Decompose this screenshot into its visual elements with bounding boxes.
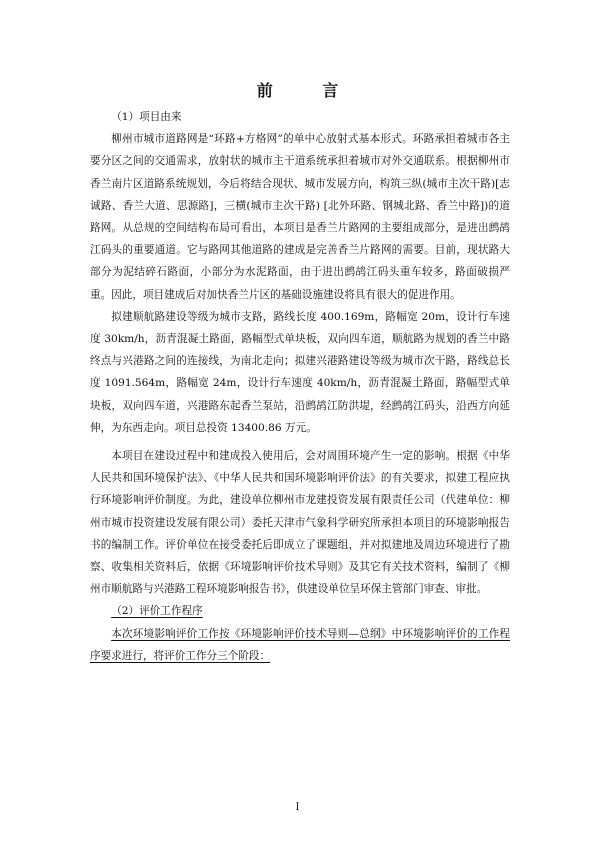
document-body xyxy=(90,106,510,667)
paragraph-road-specs: 拟建顺航路建设等级为城市支路，路线长度 400.169m，路幅宽 20m，设计行车速度 30km/h，沥青混凝土路面，路幅型式单块板，双向四车道，顺航路为规划的香兰中路终点与兴港路之间的连接线，为南北走向；拟建兴港路建设等级为城市次干路，路线总长度 1091.564m，路幅宽 24m，设计行车速度 40km/h，沥青混凝土路面，路幅型式单块板，双向四车道，兴港路东起香兰泵站，沿鹧鸪江防洪堤，经鹧鸪江码头，沿西方向延伸，为东西走向。项目总投资 13400.86 万元。 xyxy=(90,310,510,434)
section-heading-assessment-procedure xyxy=(90,600,510,622)
paragraph-procedure: 本次环境影响评价工作按《环境影响评价技术导则—总纲》中环境影响评价的工作程序要求进行，将评价工作分三个阶段： xyxy=(90,627,510,662)
section-heading-project-origin: （1）项目由来 xyxy=(111,111,182,123)
paragraph-road-network: 柳州市城市道路网是“环路+方格网”的单中心放射式基本形式。环路承担着城市各主要分区之间的交通需求，放射状的城市主干道系统承担着城市对外交通联系。根据柳州市香兰南片区道路系统规划，今后将结合现状、城市发展方向，构筑三纵(城市主次干路)[志诚路、香兰大道、思源路]，三横(城市主次干路) [北外环路、钢城北路、香兰中路])的道路网。从总规的空间结构布局可看出，本项目是香兰片路网的主要组成部分，是进出鹧鸪江码头的重要通道。它与路网其他道路的建成是完善香兰片路网的需要。目前，现状路大部分为泥结碎石路面，小部分为水泥路面，由于进出鹧鸪江码头重车较多，路面破损严重。因此，项目建成后对加快香兰片区的基础设施建设将具有很大的促进作用。 xyxy=(90,133,510,301)
section-heading-text: （2）评价工作程序 xyxy=(111,605,203,618)
page-number: I xyxy=(295,802,300,813)
paragraph-eia-background: 本项目在建设过程中和建成投入使用后，会对周围环境产生一定的影响。根据《中华人民共和国环境保护法》、《中华人民共和国环境影响评价法》的有关要求，拟建工程应执行环境影响评价制度。为此，建设单位柳州市龙建投资发展有限责任公司（代建单位：柳州市城市投资建设发展有限公司）委托天津市气象科学研究所承担本项目的环境影响报告书的编制工作。评价单位在接受委托后即成立了课题组，并对拟建地及周边环境进行了勘察、收集相关资料后，依据《环境影响评价技术导则》及其它有关技术资料，编制了《柳州市顺航路与兴港路工程环境影响报告书》，供建设单位呈环保主管部门审查、审批。 xyxy=(90,450,510,596)
page-title: 前 言 xyxy=(256,81,361,100)
